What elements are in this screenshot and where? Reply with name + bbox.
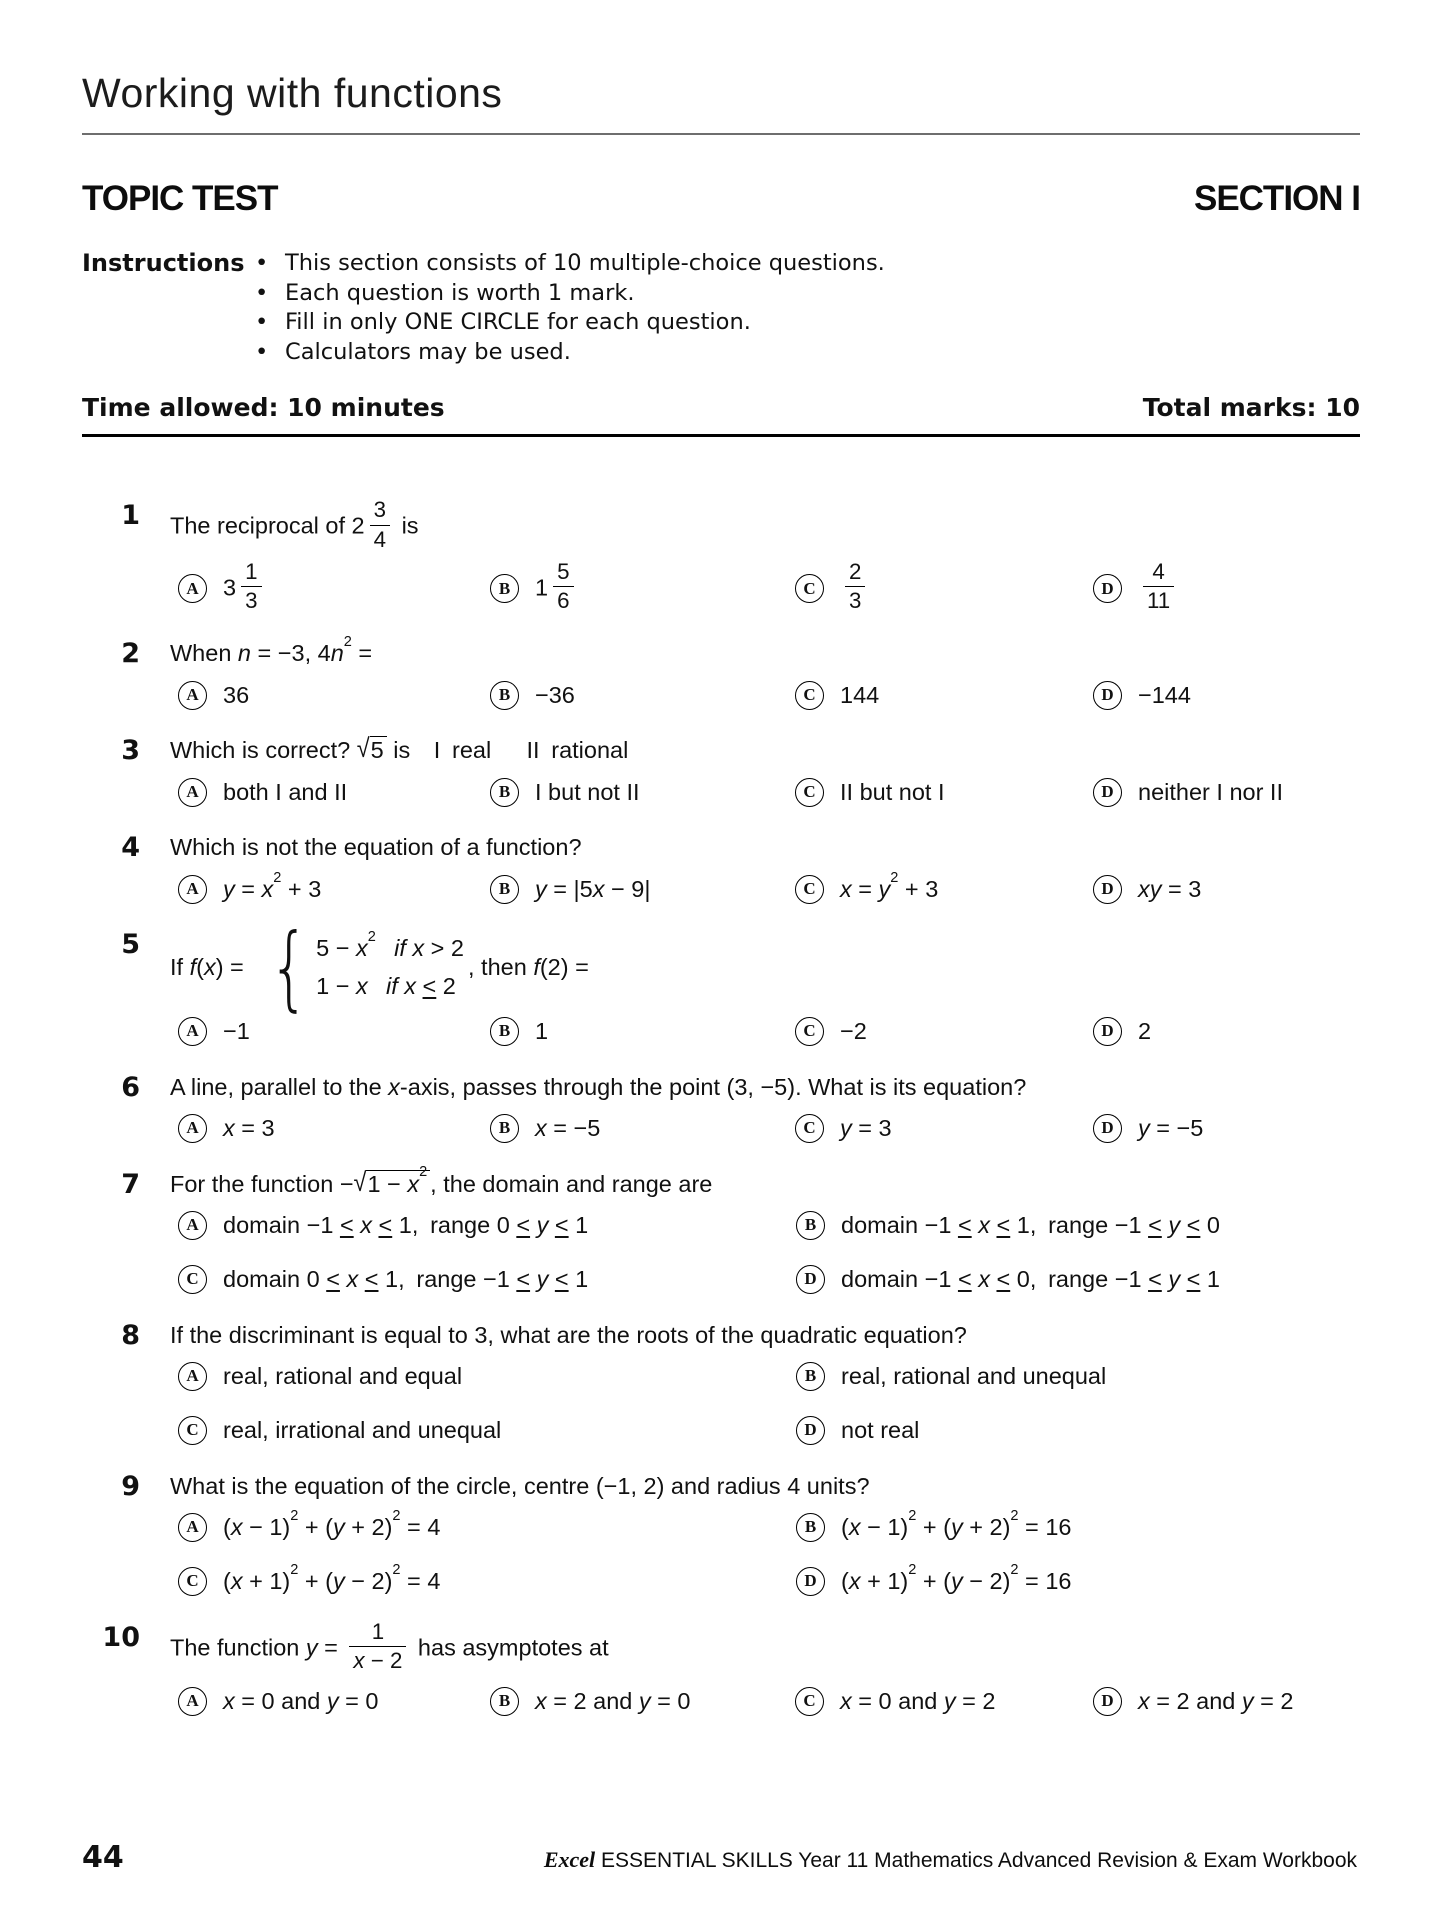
q7-bubble-d[interactable]: D — [796, 1265, 825, 1294]
question-5 — [82, 914, 1360, 1048]
q9-option-a — [178, 1508, 796, 1545]
q6-option-d-label: y = −5 — [1138, 1115, 1204, 1142]
bullet-icon: • — [255, 338, 269, 365]
question-7-number: 7 — [121, 1168, 140, 1200]
q9-option-a-label: $(x - 1)^2 + (y + 2)^2 = 4$ — [223, 1508, 441, 1541]
q2-bubble-c[interactable]: C — [795, 681, 824, 710]
question-5-number: 5 — [121, 929, 140, 961]
q3-option-d — [1093, 775, 1360, 809]
instruction-text: Calculators may be used. — [285, 338, 571, 365]
q10-bubble-c[interactable]: C — [795, 1687, 824, 1716]
q2-option-c — [795, 678, 1093, 712]
q6-option-c-label: y = 3 — [840, 1115, 892, 1142]
instruction-text: Each question is worth 1 mark. — [285, 279, 635, 306]
q10-bubble-b[interactable]: B — [490, 1687, 519, 1716]
q4-option-c — [795, 869, 1093, 906]
question-list — [82, 497, 1360, 1718]
q3-bubble-d[interactable]: D — [1093, 778, 1122, 807]
q3-option-d-label: neither I nor II — [1138, 778, 1283, 805]
q5-option-d-label: 2 — [1138, 1018, 1152, 1045]
q10-option-c-label: x = 0 and y = 2 — [840, 1687, 996, 1714]
question-8-stem: If the discriminant is equal to 3, what are the roots of the quadratic equation? — [170, 1321, 967, 1348]
q4-option-c-label: $x = y^2 + 3$ — [840, 869, 939, 902]
instructions-label: Instructions — [82, 249, 245, 277]
q1-bubble-c[interactable]: C — [795, 574, 824, 603]
q2-bubble-a[interactable]: A — [178, 681, 207, 710]
q9-option-b-label: $(x - 1)^2 + (y + 2)^2 = 16$ — [841, 1508, 1072, 1541]
book-title — [544, 1847, 1357, 1873]
page-number: 44 — [82, 1840, 124, 1875]
question-3-stem: Which is correct? √5 is I real II rational — [170, 733, 629, 764]
q3-option-a-label: both I and II — [223, 778, 348, 805]
q10-option-b-label: x = 2 and y = 0 — [535, 1687, 691, 1714]
q2-option-b-label: −36 — [535, 681, 575, 708]
q8-option-a — [178, 1360, 796, 1394]
q7-option-c — [178, 1263, 796, 1297]
question-4 — [82, 833, 1360, 906]
q6-option-b — [490, 1112, 795, 1146]
q3-option-b — [490, 775, 795, 809]
q7-bubble-c[interactable]: C — [178, 1265, 207, 1294]
time-marks-row — [82, 393, 1360, 437]
question-1-options — [170, 558, 1360, 616]
q6-option-b-label: x = −5 — [535, 1115, 601, 1142]
q5-option-d — [1093, 1015, 1360, 1049]
q4-bubble-a[interactable]: A — [178, 875, 207, 904]
q5-stem-post: , then f(2) = — [467, 954, 589, 981]
question-1 — [82, 497, 1360, 615]
q8-option-c-label: real, irrational and unequal — [223, 1417, 502, 1444]
question-6-number: 6 — [121, 1071, 140, 1103]
question-8-options — [170, 1360, 1360, 1448]
q1-option-d — [1093, 558, 1360, 616]
q9-bubble-d[interactable]: D — [796, 1567, 825, 1596]
q1-option-d-label: $\frac{4}{11}$ — [1138, 563, 1179, 616]
q5-option-b — [490, 1015, 795, 1049]
question-3-options — [170, 775, 1360, 809]
q8-bubble-a[interactable]: A — [178, 1362, 207, 1391]
q5-bubble-a[interactable]: A — [178, 1017, 207, 1046]
question-5-stem — [170, 914, 1360, 1022]
q5-option-c-label: −2 — [840, 1018, 867, 1045]
question-9 — [82, 1472, 1360, 1599]
question-4-options — [170, 869, 1360, 906]
q7-option-d-label: domain −1 < x < 0, range −1 < y < 1 — [841, 1266, 1220, 1293]
bullet-icon: • — [255, 279, 269, 306]
total-marks: Total marks: 10 — [1142, 393, 1360, 422]
q6-option-d — [1093, 1112, 1360, 1146]
q2-option-a-label: 36 — [223, 681, 250, 708]
q2-bubble-b[interactable]: B — [490, 681, 519, 710]
q9-bubble-a[interactable]: A — [178, 1513, 207, 1542]
piecewise-function — [260, 914, 464, 1022]
q5-option-a — [178, 1015, 490, 1049]
q8-option-c — [178, 1414, 796, 1448]
topic-test-heading: TOPIC TEST — [82, 179, 278, 218]
q3-bubble-a[interactable]: A — [178, 778, 207, 807]
question-2-stem: When n = −3, $4n^2$ = — [170, 633, 373, 667]
q10-option-a — [178, 1684, 490, 1718]
q9-option-c — [178, 1562, 796, 1599]
q2-bubble-d[interactable]: D — [1093, 681, 1122, 710]
q4-option-d — [1093, 872, 1360, 906]
bullet-icon: • — [255, 309, 269, 335]
q3-option-b-label: I but not II — [535, 778, 640, 805]
q10-option-a-label: x = 0 and y = 0 — [223, 1687, 379, 1714]
q9-bubble-c[interactable]: C — [178, 1567, 207, 1596]
chapter-title: Working with functions — [82, 70, 503, 116]
q3-option-c — [795, 775, 1093, 809]
q1-option-b — [490, 558, 795, 616]
instructions-block — [82, 249, 1360, 367]
question-6 — [82, 1073, 1360, 1146]
question-8 — [82, 1321, 1360, 1448]
q8-option-b — [796, 1360, 1360, 1394]
q10-option-b — [490, 1684, 795, 1718]
question-5-options — [170, 1015, 1360, 1049]
q7-option-a — [178, 1209, 796, 1243]
bullet-icon: • — [255, 250, 269, 276]
q8-option-d — [796, 1414, 1360, 1448]
q5-option-a-label: −1 — [223, 1018, 250, 1045]
q2-option-b — [490, 678, 795, 712]
question-7-stem: For the function $-√1 - x^2$ , the domain and range are — [170, 1164, 713, 1197]
piecewise-case-2: 1 − x if x < 2 — [316, 973, 456, 1000]
instruction-item — [255, 308, 885, 338]
q5-bubble-b[interactable]: B — [490, 1017, 519, 1046]
question-10-number: 10 — [102, 1621, 140, 1653]
q3-option-c-label: II but not I — [840, 778, 945, 805]
q4-option-b-label: y = |5x − 9| — [535, 875, 651, 902]
time-allowed: Time allowed: 10 minutes — [82, 393, 445, 422]
page-footer — [82, 1840, 1357, 1875]
question-9-number: 9 — [121, 1470, 140, 1502]
q10-option-d — [1093, 1684, 1360, 1718]
q7-bubble-a[interactable]: A — [178, 1211, 207, 1240]
instruction-item — [255, 249, 885, 279]
q4-option-b — [490, 872, 795, 906]
q4-option-a — [178, 869, 490, 906]
question-6-options — [170, 1112, 1360, 1146]
q2-option-d — [1093, 678, 1360, 712]
q7-option-c-label: domain 0 < x < 1, range −1 < y < 1 — [223, 1266, 589, 1293]
question-8-number: 8 — [121, 1319, 140, 1351]
q5-bubble-d[interactable]: D — [1093, 1017, 1122, 1046]
instruction-text: Fill in only ONE CIRCLE for each question. — [285, 309, 751, 335]
question-9-stem: What is the equation of the circle, centre (−1, 2) and radius 4 units? — [170, 1472, 870, 1499]
q9-option-d — [796, 1562, 1360, 1599]
q9-option-d-label: $(x + 1)^2 + (y - 2)^2 = 16$ — [841, 1562, 1072, 1595]
q7-option-d — [796, 1263, 1360, 1297]
q2-option-a — [178, 678, 490, 712]
q1-bubble-b[interactable]: B — [490, 574, 519, 603]
q7-option-b-label: domain −1 < x < 1, range −1 < y < 0 — [841, 1212, 1220, 1239]
q10-option-c — [795, 1684, 1093, 1718]
question-3-number: 3 — [121, 735, 140, 767]
book-title-text: ESSENTIAL SKILLS Year 11 Mathematics Advanced Revision & Exam Workbook — [595, 1849, 1357, 1872]
q6-bubble-b[interactable]: B — [490, 1114, 519, 1143]
q1-option-c — [795, 558, 1093, 616]
q1-option-a — [178, 558, 490, 616]
q8-bubble-b[interactable]: B — [796, 1362, 825, 1391]
question-7-options — [170, 1209, 1360, 1297]
q9-option-b — [796, 1508, 1360, 1545]
q8-option-d-label: not real — [841, 1417, 920, 1444]
question-7 — [82, 1164, 1360, 1297]
q1-bubble-d[interactable]: D — [1093, 574, 1122, 603]
q2-option-d-label: −144 — [1138, 681, 1191, 708]
instruction-item — [255, 279, 885, 309]
q10-bubble-d[interactable]: D — [1093, 1687, 1122, 1716]
question-3 — [82, 733, 1360, 809]
q5-option-b-label: 1 — [535, 1018, 549, 1045]
q1-option-b-label: 1 $\frac{5}{6}$ — [535, 563, 579, 616]
q4-option-a-label: $y = x^2 + 3$ — [223, 869, 322, 902]
q1-option-a-label: 3 $\frac{1}{3}$ — [223, 563, 267, 616]
q6-option-a-label: x = 3 — [223, 1115, 275, 1142]
q6-option-a — [178, 1112, 490, 1146]
q5-option-c — [795, 1015, 1093, 1049]
q2-option-c-label: 144 — [840, 681, 880, 708]
question-9-options — [170, 1508, 1360, 1599]
q8-option-a-label: real, rational and equal — [223, 1363, 463, 1390]
question-4-stem: Which is not the equation of a function? — [170, 834, 582, 861]
q10-bubble-a[interactable]: A — [178, 1687, 207, 1716]
q4-bubble-d[interactable]: D — [1093, 875, 1122, 904]
q10-option-d-label: x = 2 and y = 2 — [1138, 1687, 1294, 1714]
q4-bubble-c[interactable]: C — [795, 875, 824, 904]
q3-bubble-b[interactable]: B — [490, 778, 519, 807]
brand-name: Excel — [543, 1847, 596, 1872]
q7-option-a-label: domain −1 < x < 1, range 0 < y < 1 — [223, 1212, 589, 1239]
left-brace: { — [268, 914, 310, 1022]
q8-bubble-c[interactable]: C — [178, 1416, 207, 1445]
q9-bubble-b[interactable]: B — [796, 1513, 825, 1542]
q1-option-c-label: $\frac{2}{3}$ — [840, 563, 870, 616]
question-1-number: 1 — [121, 500, 140, 531]
q1-bubble-a[interactable]: A — [178, 574, 207, 603]
q4-bubble-b[interactable]: B — [490, 875, 519, 904]
question-10 — [82, 1618, 1360, 1719]
q8-bubble-d[interactable]: D — [796, 1416, 825, 1445]
q3-option-a — [178, 775, 490, 809]
question-2-options — [170, 678, 1360, 712]
q6-bubble-a[interactable]: A — [178, 1114, 207, 1143]
q5-stem-pre: If f(x) = — [170, 954, 256, 981]
piecewise-case-1: $5 - x^2$ if x > 2 — [316, 928, 464, 961]
q6-bubble-d[interactable]: D — [1093, 1114, 1122, 1143]
q7-option-b — [796, 1209, 1360, 1243]
question-1-stem: The reciprocal of 2 $\frac{3}{4}$ is — [170, 497, 419, 552]
test-header-row — [82, 179, 1360, 219]
question-6-stem: A line, parallel to the x-axis, passes through the point (3, −5). What is its equation? — [170, 1073, 1027, 1100]
q3-bubble-c[interactable]: C — [795, 778, 824, 807]
q9-option-c-label: $(x + 1)^2 + (y - 2)^2 = 4$ — [223, 1562, 441, 1595]
section-heading: SECTION I — [1193, 179, 1360, 218]
instruction-text: This section consists of 10 multiple-choice questions. — [285, 250, 885, 276]
question-2-number: 2 — [121, 638, 140, 670]
q5-bubble-c[interactable]: C — [795, 1017, 824, 1046]
q4-option-d-label: xy = 3 — [1138, 875, 1202, 902]
q6-option-c — [795, 1112, 1093, 1146]
question-10-options — [170, 1684, 1360, 1718]
q6-bubble-c[interactable]: C — [795, 1114, 824, 1143]
instruction-item — [255, 338, 885, 368]
question-2 — [82, 633, 1360, 712]
instructions-list — [255, 249, 885, 367]
q7-bubble-b[interactable]: B — [796, 1211, 825, 1240]
chapter-title-block — [82, 70, 1360, 135]
q8-option-b-label: real, rational and unequal — [841, 1363, 1107, 1390]
question-4-number: 4 — [121, 832, 140, 864]
question-10-stem: The function y = $\frac{1}{x - 2}$ has asymptotes at — [170, 1618, 609, 1674]
